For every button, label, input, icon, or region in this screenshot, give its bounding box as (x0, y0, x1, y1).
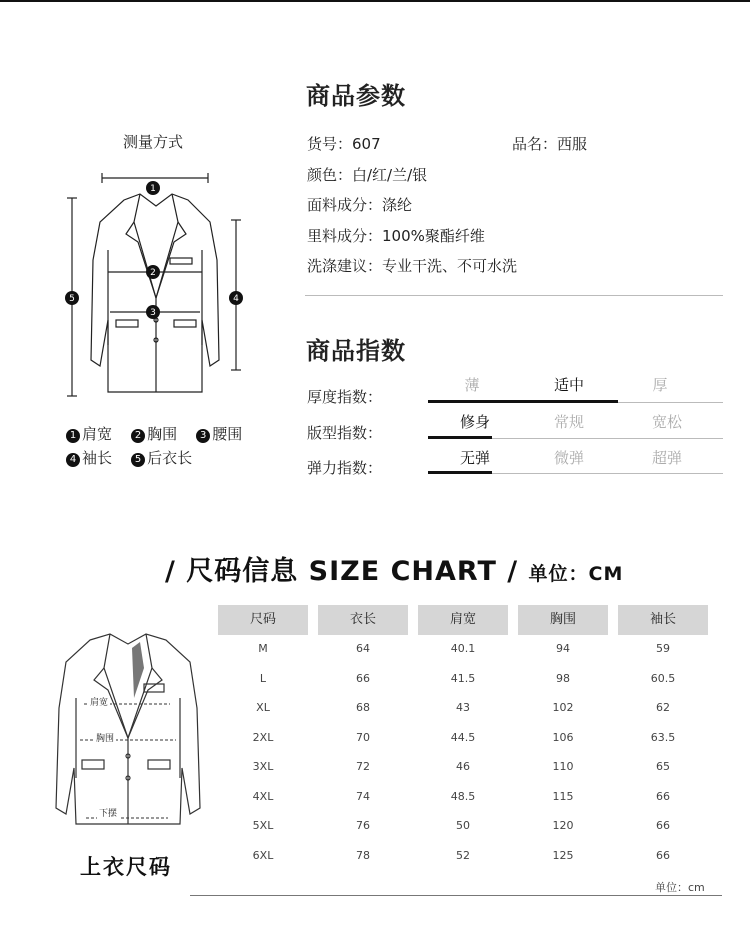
size-table-cell: 66 (656, 819, 670, 832)
legend-row-1 (66, 423, 242, 444)
size-table-header: 尺码 (218, 605, 308, 635)
size-table-cell: 64 (356, 642, 370, 655)
svg-text:2: 2 (150, 268, 156, 278)
index-option: 厚 (652, 376, 668, 394)
size-chart-title: / 尺码信息 SIZE CHART / (165, 556, 519, 587)
size-table-cell: 59 (656, 642, 670, 655)
size-table-header: 肩宽 (418, 605, 508, 635)
index-option-selected: 适中 (553, 376, 584, 394)
params-title: 商品参数 (306, 82, 406, 110)
size-table-cell: 41.5 (450, 671, 476, 685)
size-table-cell: 2XL (252, 730, 274, 744)
size-table-cell: 72 (356, 760, 370, 773)
size-table-cell: 76 (356, 819, 370, 832)
size-table-cell: L (259, 671, 267, 685)
index-option: 宽松 (651, 413, 682, 431)
index-option: 薄 (464, 376, 480, 394)
size-table-cell: 3XL (252, 760, 274, 773)
measurement-jacket-diagram (60, 170, 260, 405)
size-table-cell: 78 (356, 848, 370, 862)
legend-item-shoulder: 1 肩宽 (66, 425, 112, 443)
size-table-bottom-line (190, 895, 722, 896)
legend-row-2 (66, 447, 192, 468)
size-table-cell: 5XL (252, 819, 274, 832)
size-table-cell: 120 (552, 819, 574, 832)
size-table-cell: 60.5 (650, 671, 676, 685)
size-table-cell: 43 (456, 701, 470, 714)
legend-item-back-length: 5 后衣长 (131, 449, 192, 467)
jacket-caption: 上衣尺码 (80, 855, 172, 879)
size-table-cell: 63.5 (650, 730, 676, 744)
legend-item-chest: 2 胸围 (131, 425, 177, 443)
size-chart-heading (165, 549, 623, 588)
size-table-cell: XL (256, 701, 270, 714)
svg-text:4: 4 (233, 294, 239, 304)
param-fabric: 面料成分：涤纶 (307, 196, 413, 214)
top-border (0, 0, 750, 2)
size-table-cell: 4XL (252, 789, 274, 803)
index-option-selected: 修身 (459, 413, 490, 431)
size-table-cell: 115 (552, 789, 574, 803)
size-table-header: 衣长 (318, 605, 408, 635)
size-table-cell: 6XL (252, 848, 274, 862)
size-table-cell: 62 (656, 701, 670, 714)
svg-text:5: 5 (69, 294, 75, 304)
size-table-cell: 65 (656, 760, 670, 773)
index-option-selected: 无弹 (459, 449, 490, 467)
size-table-cell: 106 (552, 730, 574, 744)
size-chart-unit: 单位：CM (528, 563, 624, 585)
size-table-cell: 102 (552, 701, 574, 714)
jacket-label-hem: 下摆 (98, 809, 118, 819)
size-table-cell: 44.5 (450, 730, 476, 744)
size-table-cell: 66 (656, 848, 670, 862)
index-option: 微弹 (553, 449, 584, 467)
jacket-label-chest: 胸围 (95, 734, 115, 744)
index-label-stretch: 弹力指数： (307, 459, 383, 477)
index-label-thickness: 厚度指数： (307, 388, 383, 406)
size-table-cell: 98 (556, 671, 570, 685)
size-table-cell: 68 (356, 701, 370, 714)
size-table-cell: 46 (456, 760, 470, 773)
size-table-cell: 48.5 (450, 789, 476, 803)
size-table-cell: 125 (552, 848, 574, 862)
size-table-header: 袖长 (618, 605, 708, 635)
size-table-cell: 52 (456, 848, 470, 862)
params-divider (305, 295, 723, 296)
param-item-no: 货号：607 (307, 135, 381, 153)
param-lining: 里料成分：100%聚酯纤维 (307, 227, 485, 245)
size-table-cell: 66 (356, 671, 370, 685)
index-label-fit: 版型指数： (307, 424, 383, 442)
size-table-header: 胸围 (518, 605, 608, 635)
jacket-label-shoulder: 肩宽 (89, 698, 109, 708)
size-table-cell: 74 (356, 789, 370, 803)
param-color: 颜色：白/红/兰/银 (307, 166, 428, 184)
size-table-cell: M (258, 642, 268, 655)
index-option: 常规 (553, 413, 584, 431)
index-title: 商品指数 (306, 337, 406, 365)
svg-text:1: 1 (150, 184, 156, 194)
param-item-name: 品名：西服 (512, 135, 588, 153)
size-table-cell: 66 (656, 789, 670, 803)
measure-title: 测量方式 (123, 133, 184, 151)
legend-item-waist: 3 腰围 (196, 425, 242, 443)
index-indicator-bar (428, 471, 492, 474)
size-table-cell: 94 (556, 642, 570, 655)
svg-text:3: 3 (150, 308, 156, 318)
size-jacket-illustration (50, 628, 205, 828)
index-indicator-bar (428, 400, 618, 403)
size-table-cell: 40.1 (450, 642, 476, 655)
legend-item-sleeve: 4 袖长 (66, 449, 112, 467)
size-table-cell: 110 (552, 760, 574, 773)
size-table-cell: 50 (456, 819, 470, 832)
size-table-cell: 70 (356, 730, 370, 744)
param-wash: 洗涤建议：专业干洗、不可水洗 (307, 257, 518, 275)
index-indicator-bar (428, 436, 492, 439)
index-option: 超弹 (651, 449, 682, 467)
size-unit-note: 单位：cm (655, 881, 705, 894)
